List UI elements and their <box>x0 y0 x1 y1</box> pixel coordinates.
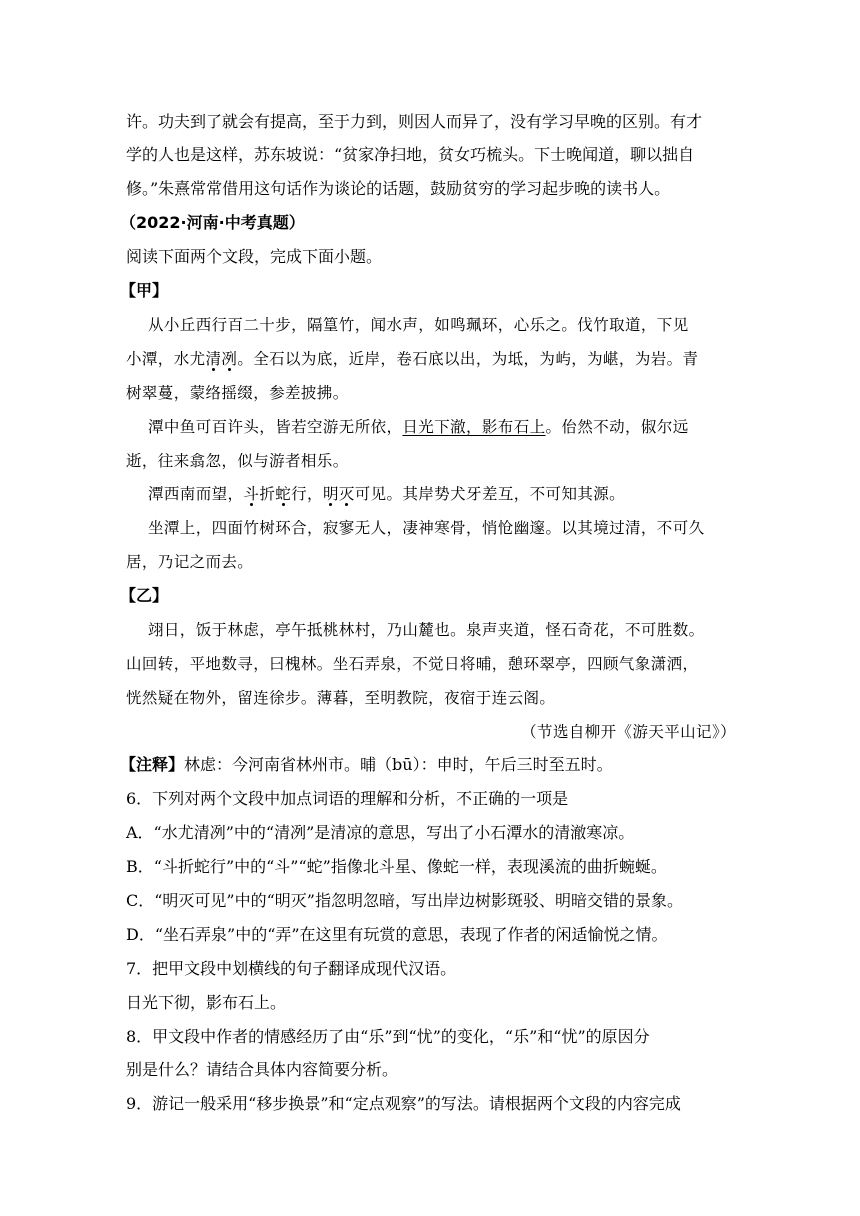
jia-p1-text: 。全石以为底，近岸，卷石底以出，为坻，为屿，为嵁，为岩。青 <box>237 350 699 368</box>
annotation-note <box>120 753 730 777</box>
q6-option-a: A．“水尤清冽”中的“清冽”是清凉的意思，写出了小石潭水的清澈寒凉。 <box>126 823 635 842</box>
jia-p3-text: 可见。其岸势犬牙差互，不可知其源。 <box>354 485 626 503</box>
underlined-sentence: 日光下澈，影布石上 <box>402 418 546 436</box>
yi-line-1: 翊日，饭于林虑，亭午抵桃林村，乃山麓也。泉声夹道，怪石奇花，不可胜数。 <box>148 621 705 639</box>
passage-jia-label: 【甲】 <box>120 281 169 300</box>
q7-sentence: 日光下彻，影布石上。 <box>126 993 287 1012</box>
dotted-word: 灭 <box>338 485 355 503</box>
jia-p2-text: 潭中鱼可百许头，皆若空游无所依， <box>148 418 403 436</box>
dotted-word: 斗 <box>243 485 260 503</box>
jia-p1-text: 小潭，水尤 <box>126 350 206 368</box>
jia-p4-line-1: 坐潭上，四面竹树环合，寂寥无人，凄神寒骨，悄怆幽邃。以其境过清，不可久 <box>148 519 705 537</box>
annotation-label: 【注释】 <box>120 755 185 774</box>
q6-option-d: D．“坐石弄泉”中的“弄”在这里有玩赏的意思，表现了作者的闲适愉悦之情。 <box>126 925 668 944</box>
question-6: 6．下列对两个文段中加点词语的理解和分析，不正确的一项是 <box>126 789 569 808</box>
dotted-word: 蛇 <box>275 485 292 503</box>
dotted-word: 冽 <box>221 350 238 368</box>
yi-source-citation: （节选自柳开《游天平山记》） <box>521 723 736 741</box>
intro-line-1: 许。功夫到了就会有提高，至于力到，则因人而异了，没有学习早晚的区别。有才 <box>126 112 703 131</box>
jia-p2-line-2: 逝，往来翕忽，似与游者相乐。 <box>126 452 349 470</box>
jia-p2-line-1 <box>126 415 736 439</box>
q6-option-b: B．“斗折蛇行”中的“斗”“蛇”指像北斗星、像蛇一样，表现溪流的曲折蜿蜒。 <box>126 857 667 876</box>
question-8-line-2: 别是什么？请结合具体内容简要分析。 <box>126 1060 399 1079</box>
passage-yi-label: 【乙】 <box>120 586 169 605</box>
jia-p2-text: 。佁然不动，俶尔远 <box>545 418 689 436</box>
intro-line-3: 修。”朱熹常常借用这句话作为谈论的话题，鼓励贫穷的学习起步晚的读书人。 <box>126 179 671 198</box>
yi-line-3: 恍然疑在物外，留连徐步。薄暮，至明教院，夜宿于连云阁。 <box>126 689 556 707</box>
jia-p3-text: 潭西南而望， <box>148 485 244 503</box>
jia-p3-line-1 <box>126 482 736 506</box>
reading-instruction: 阅读下面两个文段，完成下面小题。 <box>126 247 383 266</box>
jia-p1-line-2 <box>126 347 736 371</box>
jia-p1-line-1: 从小丘西行百二十步，隔篁竹，闻水声，如鸣珮环，心乐之。伐竹取道，下见 <box>148 316 689 334</box>
jia-p4-line-2: 居，乃记之而去。 <box>126 553 254 571</box>
jia-p3-text: 行， <box>291 485 323 503</box>
dotted-word: 明 <box>322 485 339 503</box>
jia-p1-line-3: 树翠蔓，蒙络摇缀，参差披拂。 <box>126 384 349 402</box>
yi-line-2: 山回转，平地数寻，曰槐林。坐石弄泉，不觉日将晡，憩环翠亭，四顾气象潇洒， <box>126 655 699 673</box>
q6-option-c: C．“明灭可见”中的“明灭”指忽明忽暗，写出岸边树影斑驳、明暗交错的景象。 <box>126 891 683 910</box>
dotted-word: 清 <box>205 350 222 368</box>
question-8-line-1: 8．甲文段中作者的情感经历了由“乐”到“忧”的变化，“乐”和“忧”的原因分 <box>126 1027 650 1046</box>
intro-line-2: 学的人也是这样，苏东坡说：“贫家净扫地，贫女巧梳头。下士晚闻道，聊以拙自 <box>126 145 695 164</box>
exam-source-title: （2022·河南·中考真题） <box>120 213 305 232</box>
jia-p3-text: 折 <box>259 485 276 503</box>
annotation-text: 林虑：今河南省林州市。晡（bū）：申时，午后三时至五时。 <box>184 755 613 774</box>
question-9: 9．游记一般采用“移步换景”和“定点观察”的写法。请根据两个文段的内容完成 <box>126 1094 681 1113</box>
question-7: 7．把甲文段中划横线的句子翻译成现代汉语。 <box>126 959 457 978</box>
